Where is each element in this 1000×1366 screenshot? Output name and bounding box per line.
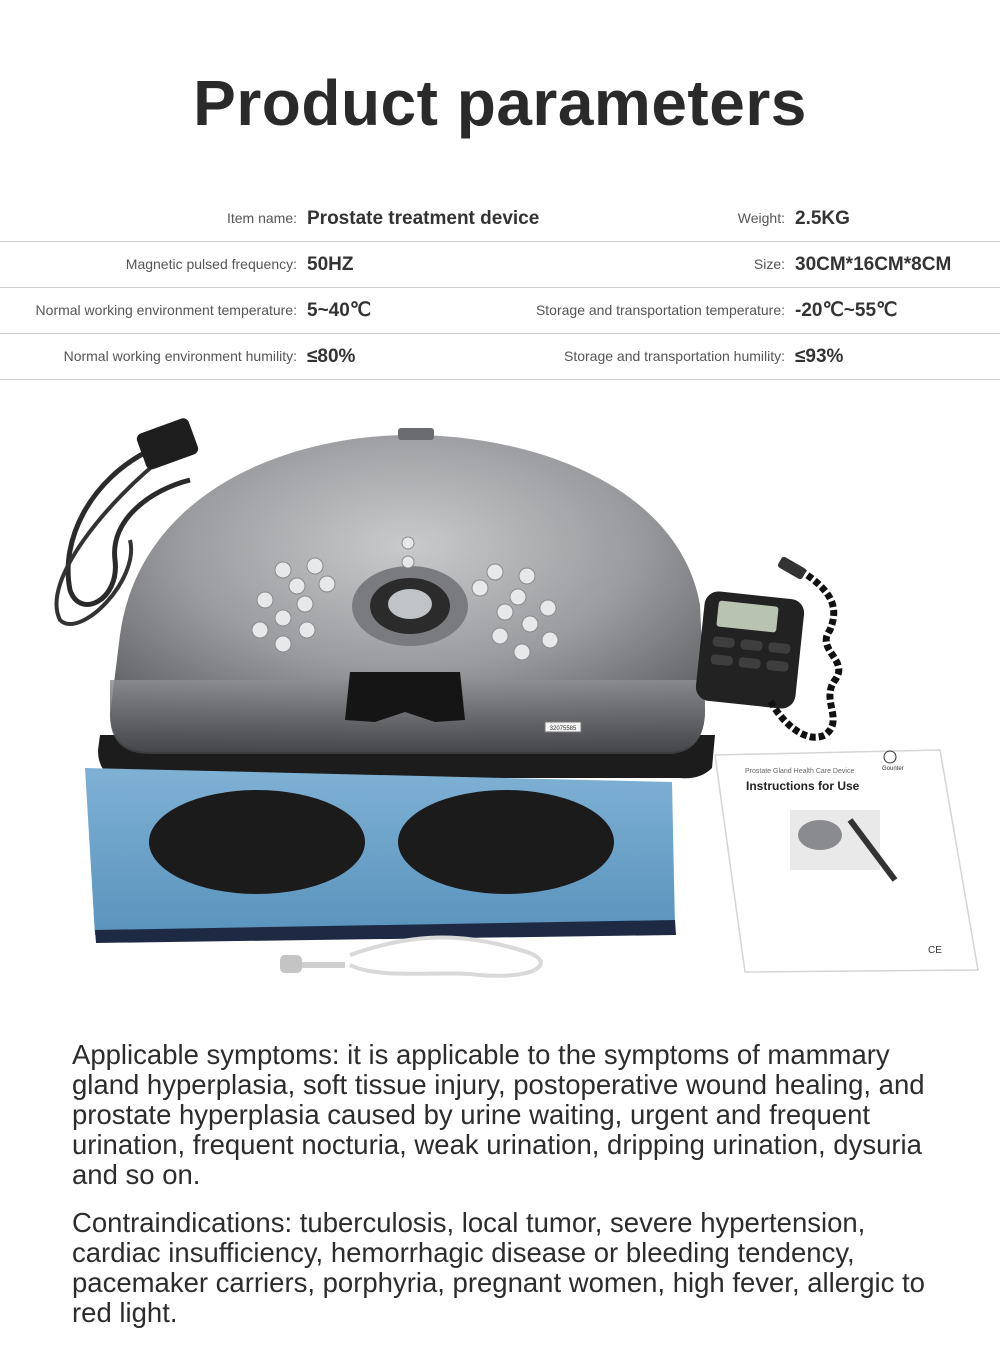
param-row: [0, 196, 1000, 242]
param-row: [0, 242, 1000, 288]
param-label: Size:: [753, 256, 785, 272]
parameters-table: [0, 196, 1000, 380]
param-value: ≤80%: [307, 346, 356, 367]
param-value: 50HZ: [307, 254, 354, 275]
top-button: [398, 428, 434, 440]
param-value: 2.5KG: [795, 208, 850, 229]
product-photo: [0, 390, 1000, 1010]
manual-title: Instructions for Use: [746, 779, 860, 793]
electrode-pad: [398, 790, 614, 894]
serial-label: 32075585: [549, 726, 577, 732]
contraindications-text: Contraindications: tuberculosis, local tumor, severe hypertension, cardiac insufficiency, hemorrhagic disease or bleeding tendency, pacemaker carriers, porphyria, pregnant women, high fever, allergic to red light.: [72, 1207, 925, 1328]
param-label: Weight:: [737, 210, 785, 226]
param-label: Storage and transportation temperature:: [535, 302, 785, 318]
param-value: -20℃~55℃: [795, 300, 898, 321]
param-row: [0, 288, 1000, 334]
param-value: 30CM*16CM*8CM: [795, 254, 952, 275]
electrode-belt: [85, 768, 676, 943]
param-label: Normal working environment temperature:: [35, 302, 297, 318]
manual-subtitle: Prostate Gland Health Care Device: [745, 768, 855, 775]
param-label: Magnetic pulsed frequency:: [125, 256, 297, 272]
electrode-pad: [149, 790, 365, 894]
instruction-manual: [715, 750, 978, 972]
remote-control: [695, 556, 839, 737]
param-value: Prostate treatment device: [307, 208, 540, 229]
applicable-symptoms-text: Applicable symptoms: it is applicable to the symptoms of mammary gland hyperplasia, soft tissue injury, postoperative wound healing, and prostate hyperplasia caused by urine waiting, urgent and frequent urination, frequent nocturia, weak urination, dripping urination, dysuria and so on.: [72, 1039, 925, 1190]
param-label: Storage and transportation humility:: [563, 348, 785, 364]
param-label: Normal working environment humility:: [63, 348, 297, 364]
manual-ce: CE: [928, 945, 942, 956]
param-label: Item name:: [226, 210, 297, 226]
belt-cable: [280, 938, 541, 976]
param-value: 5~40℃: [307, 300, 372, 321]
manual-brand: Gounter: [882, 766, 904, 772]
param-value: ≤93%: [795, 346, 844, 367]
param-row: [0, 334, 1000, 380]
page-title: Product parameters: [193, 67, 807, 139]
